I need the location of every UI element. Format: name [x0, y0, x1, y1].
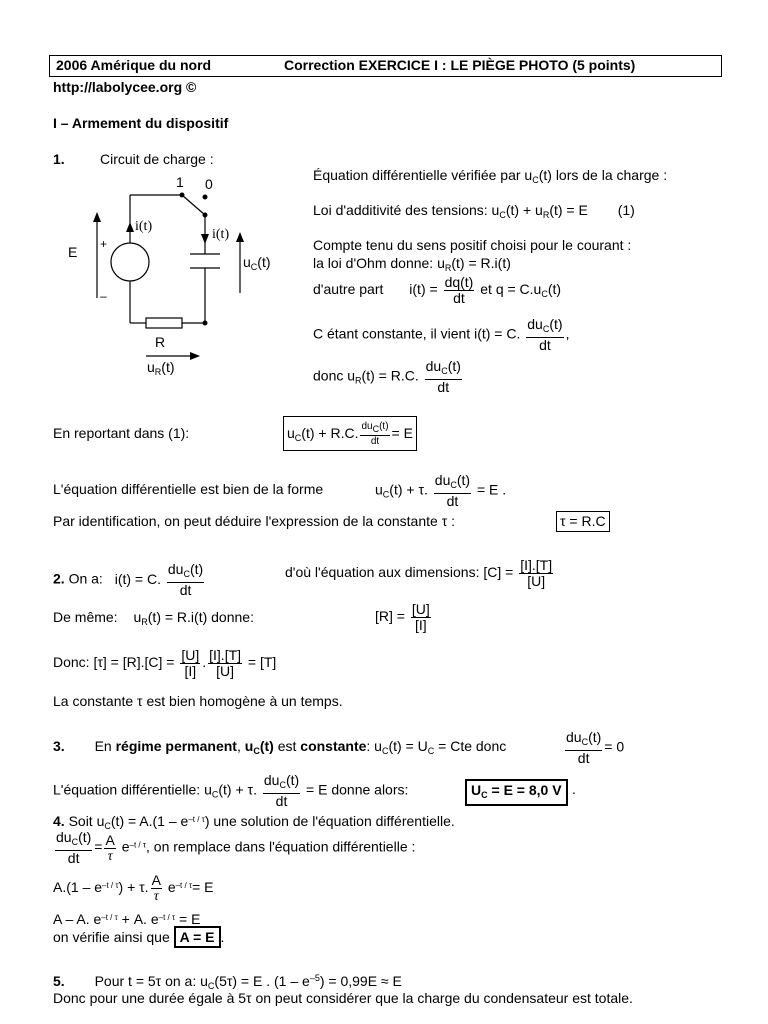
reportant-fraction: $\frac{du_C(t)}{dt}$ — [361, 420, 389, 447]
E-label: E — [68, 244, 78, 260]
switch-label-1: 1 — [176, 174, 184, 190]
C-dimension-fraction: $\frac{[I].[T]}{[U]}$ — [520, 557, 553, 589]
q1-number: 1. — [53, 151, 65, 167]
q4-A-tau: $\frac{A}{\tau}$ — [105, 831, 115, 864]
section-title: I – Armement du dispositif — [53, 115, 229, 131]
q3-fraction: $\frac{du_C(t)}{dt}$ — [566, 729, 602, 766]
header-box — [49, 55, 722, 77]
tau-fraction-2: $\frac{[I].[T]}{[U]}$ — [209, 647, 242, 679]
ur-label: $u_R(t)$ — [147, 359, 175, 377]
generator-circle — [111, 243, 149, 281]
R-dimension-fraction: $\frac{[U]}{[I]}$ — [411, 601, 430, 633]
uc-label: $u_C(t)$ — [243, 254, 271, 272]
q3-result-box: $U_C = E = 8,0$ V — [465, 779, 568, 806]
reportant-equation-box: $u_C(t) + R.C$. $\frac{du_C(t)}{dt}$ = E — [283, 416, 417, 451]
uc-arrowhead — [236, 232, 244, 242]
header-site-link[interactable]: http://labolycee.org © — [53, 79, 197, 95]
q4-verif: on vérifie ainsi que A = E . — [53, 929, 224, 946]
q4-line2: $\frac{du_C(t)}{dt}$ = $\frac{A}{\tau}$ $e^{-t / \tau}$, on remplace dans l'équation différentielle : — [56, 829, 416, 866]
q5-line2: Donc pour une durée égale à 5τ on peut considérer que la charge du condensateur est totale. — [53, 990, 633, 1006]
current-arrowhead-left — [126, 222, 134, 232]
header-left: 2006 Amérique du nord — [56, 57, 212, 73]
q2-donc: Donc: [τ] = [R].[C] = $\frac{[U]}{[I]}$ . $\frac{[I].[T]}{[U]}$ = [T] — [53, 647, 277, 679]
header-title: Correction EXERCICE I : LE PIÈGE PHOTO (5 points) — [284, 57, 636, 73]
plus-label: + — [100, 237, 108, 251]
minus-label: – — [100, 289, 107, 303]
forme-equation: $u_C(t) + \tau$. $\frac{du_C(t)}{dt}$ = E . — [375, 472, 507, 509]
duc-dt-fraction-2: $\frac{du_C(t)}{dt}$ — [425, 358, 461, 395]
q2-R-dimension: [R] = $\frac{[U]}{[I]}$ — [375, 601, 430, 633]
q1-donc-ur: donc $u_R(t) = R.C$. $\frac{du_C(t)}{dt}$ — [313, 358, 461, 395]
q1-loi-additivite: Loi d'additivité des tensions: $u_C(t) + u_R(t) = E$ (1) — [313, 202, 635, 220]
q3-line1: 3. En régime permanent, $u_C(t)$ est constante: $u_C(t) = U_C$ = Cte donc — [53, 738, 507, 756]
current-arrowhead-right — [201, 234, 209, 244]
q5-line1: 5. Pour t = 5τ on a: $u_C(5\tau) = E$ . $(1 - e^{-5}) = 0,99E \approx E$ — [53, 973, 402, 991]
q1-compte-tenu: Compte tenu du sens positif choisi pour le courant : — [313, 237, 632, 253]
q2-line1: 2. On a: i(t) = C. $\frac{du_C(t)}{dt}$ — [53, 561, 204, 598]
E-arrowhead — [93, 212, 101, 222]
dq-dt-fraction: $\frac{dq(t)}{dt}$ — [444, 274, 474, 306]
tau-result-box: τ = R.C — [556, 511, 610, 532]
q1-loi-ohm: la loi d'Ohm donne: $u_R(t) = R.i(t)$ — [313, 255, 511, 273]
q4-duc-dt: $\frac{du_C(t)}{dt}$ — [56, 829, 92, 866]
switch-contact-1 — [203, 213, 208, 218]
switch-label-0: 0 — [205, 176, 213, 192]
switch-blade — [182, 195, 205, 215]
q2-dimensions: d'où l'équation aux dimensions: [C] = $\frac{[I].[T]}{[U]}$ — [285, 557, 553, 589]
current-label-left: i(t) — [135, 219, 153, 234]
q4-line4: A – A. $e^{-t / \tau} + A$. $e^{-t / \tau} = E$ — [53, 911, 201, 927]
q3-fraction-2: $\frac{du_C(t)}{dt}$ — [263, 772, 300, 809]
node-bottom-right — [203, 321, 208, 326]
q4-A-tau-2: $\frac{A}{\tau}$ — [151, 872, 161, 904]
switch-contact-0 — [203, 195, 208, 200]
q1-intro: Équation différentielle vérifiée par $u_C(t)$ lors de la charge : — [313, 167, 668, 185]
q2-de-meme: De même: $u_R(t) = R.i(t)$ donne: — [53, 609, 254, 627]
reportant-text: En reportant dans (1): — [53, 425, 190, 441]
ur-arrowhead — [190, 352, 200, 360]
switch-pivot — [180, 193, 185, 198]
circuit-diagram — [62, 168, 302, 381]
q2-fraction: $\frac{du_C(t)}{dt}$ — [167, 561, 204, 598]
q3-derivative: $\frac{du_C(t)}{dt}$ = 0 — [566, 729, 625, 766]
forme-fraction: $\frac{du_C(t)}{dt}$ — [434, 472, 471, 509]
resistor — [146, 318, 182, 328]
R-label: R — [155, 334, 166, 350]
q1-c-constante: C étant constante, il vient i(t) = C. $\frac{du_C(t)}{dt}$ , — [313, 316, 570, 353]
q1-autre-part: d'autre part i(t) = $\frac{dq(t)}{dt}$ et $q = C.u_C(t)$ — [313, 274, 562, 306]
q2-conclusion: La constante τ est bien homogène à un temps. — [53, 693, 343, 709]
q4-result-box: A = E — [174, 926, 221, 948]
q4-line1: 4. Soit $u_C(t) = A.(1 - e^{-t / \tau})$ une solution de l'équation différentielle. — [53, 813, 455, 831]
q4-line3: $A.(1 - e^{-t / \tau}) + \tau$. $\frac{A}{\tau}$ $e^{-t / \tau}= E$ — [53, 872, 214, 904]
q3-line2: L'équation différentielle: $u_C(t) + \tau$. $\frac{du_C(t)}{dt}$ = E donne alors: — [53, 772, 409, 809]
q1-label: Circuit de charge : — [100, 151, 214, 167]
current-label-right: i(t) — [212, 227, 230, 242]
q3-dot: . — [572, 781, 576, 797]
forme-text: L'équation différentielle est bien de la forme — [53, 481, 324, 497]
duc-dt-fraction: $\frac{du_C(t)}{dt}$ — [527, 316, 563, 353]
identification-text: Par identification, on peut déduire l'expression de la constante τ : — [53, 513, 456, 529]
tau-fraction-1: $\frac{[U]}{[I]}$ — [181, 647, 200, 679]
